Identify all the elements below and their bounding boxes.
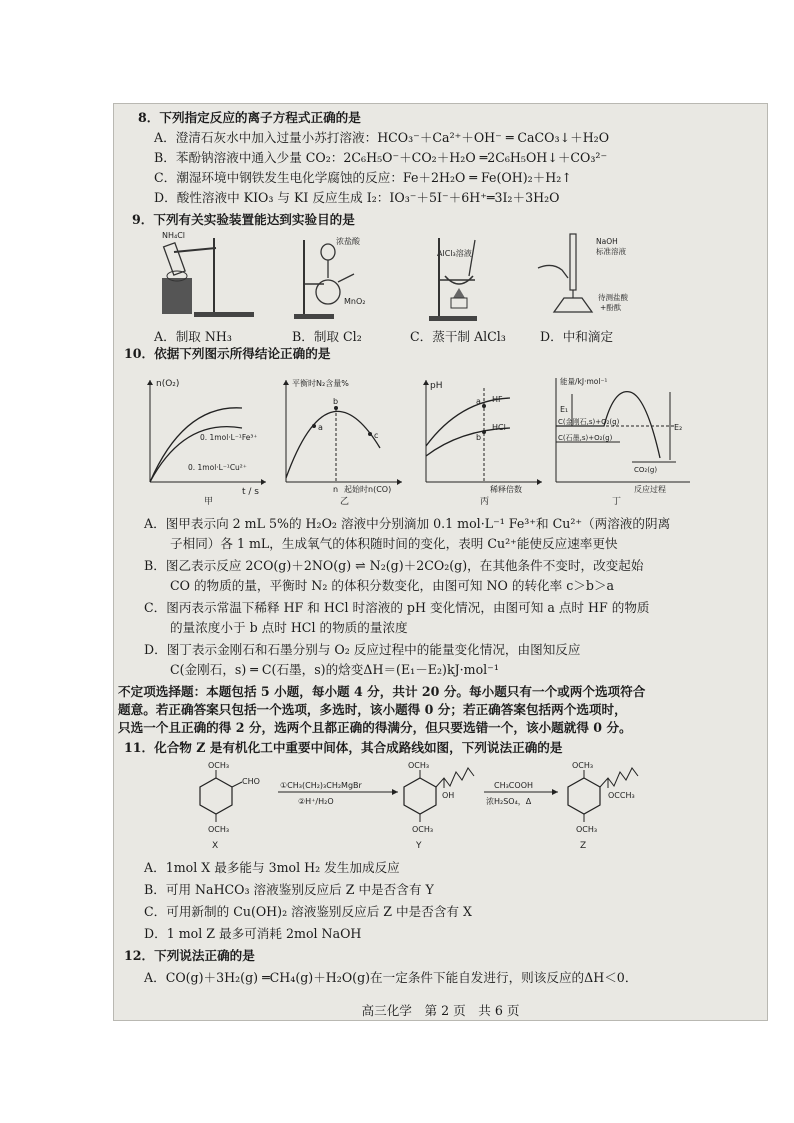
svg-text:浓H₂SO₄，Δ: 浓H₂SO₄，Δ <box>486 797 532 806</box>
q10-option-c-line2: 的量浓度小于 b 点时 HCl 的物质的量浓度 <box>170 620 408 635</box>
svg-text:OCH₃: OCH₃ <box>408 761 430 770</box>
svg-text:c: c <box>374 431 379 440</box>
svg-text:0. 1mol·L⁻¹Fe³⁺: 0. 1mol·L⁻¹Fe³⁺ <box>200 433 258 442</box>
q9-option-c: C．蒸干制 AlCl₃ <box>410 329 506 344</box>
q8-stem: 8．下列指定反应的离子方程式正确的是 <box>138 110 361 125</box>
q12-option-a: A．CO(g)＋3H₂(g) ═CH₄(g)＋H₂O(g)在一定条件下能自发进行，则该反应的ΔH＜0． <box>144 970 638 985</box>
svg-text:OCH₃: OCH₃ <box>572 761 594 770</box>
q9-option-b: B．制取 Cl₂ <box>292 329 362 344</box>
q10-option-c-line1: C．图丙表示常温下稀释 HF 和 HCl 时溶液的 pH 变化情况，由图可知 a 点时 HF 的物质 <box>144 600 650 615</box>
svg-text:反应过程: 反应过程 <box>634 485 666 494</box>
section-instructions-line1: 不定项选择题：本题包括 5 小题，每小题 4 分，共计 20 分。每小题只有一个或两个选项符合 <box>118 684 646 699</box>
svg-text:丁: 丁 <box>612 497 622 506</box>
q9-option-a: A．制取 NH₃ <box>154 329 232 344</box>
q10-option-b-line2: CO 的物质的量，平衡时 N₂ 的体积分数变化，由图可知 NO 的转化率 c＞b＞a <box>170 578 615 593</box>
svg-text:NH₄Cl: NH₄Cl <box>162 231 186 240</box>
q11-synthesis-scheme <box>168 758 728 852</box>
svg-text:浓盐酸: 浓盐酸 <box>336 237 360 246</box>
svg-text:C(金刚石,s)+O₂(g): C(金刚石,s)+O₂(g) <box>558 418 620 426</box>
graph-yi <box>280 368 408 506</box>
svg-text:AlCl₃溶液: AlCl₃溶液 <box>437 249 472 258</box>
graph-jia <box>144 368 272 506</box>
q11-option-b: B．可用 NaHCO₃ 溶液鉴别反应后 Z 中是否含有 Y <box>144 882 434 897</box>
q9-stem: 9．下列有关实验装置能达到实验目的是 <box>132 212 355 227</box>
svg-text:0. 1mol·L⁻¹Cu²⁺: 0. 1mol·L⁻¹Cu²⁺ <box>188 463 247 472</box>
svg-text:b: b <box>476 433 482 442</box>
apparatus-d <box>534 232 646 322</box>
graph-bing <box>420 368 548 506</box>
svg-text:OCH₃: OCH₃ <box>412 825 434 834</box>
svg-text:OCCH₃: OCCH₃ <box>608 791 635 800</box>
q11-option-c: C．可用新制的 Cu(OH)₂ 溶液鉴别反应后 Z 中是否含有 X <box>144 904 472 919</box>
svg-text:OCH₃: OCH₃ <box>208 761 230 770</box>
svg-text:甲: 甲 <box>204 497 214 506</box>
svg-text:CH₃COOH: CH₃COOH <box>494 781 534 790</box>
svg-text:t / s: t / s <box>242 487 259 497</box>
q10-option-a-line2: 子相同）各 1 mL，生成氧气的体积随时间的变化，表明 Cu²⁺能使反应速率更快 <box>170 536 618 551</box>
svg-text:pH: pH <box>430 381 443 391</box>
svg-text:E₁: E₁ <box>560 405 569 414</box>
svg-text:a: a <box>476 397 481 406</box>
svg-text:起始时n(CO): 起始时n(CO) <box>344 485 392 494</box>
page-footer: 高三化学 第 2 页 共 6 页 <box>361 1003 520 1018</box>
svg-text:OH: OH <box>442 791 455 800</box>
svg-text:+酚酞: +酚酞 <box>600 303 622 312</box>
apparatus-a <box>154 228 264 320</box>
apparatus-b <box>292 232 382 320</box>
svg-text:②H⁺/H₂O: ②H⁺/H₂O <box>298 797 334 806</box>
q8-option-d: D．酸性溶液中 KIO₃ 与 KI 反应生成 I₂：IO₃⁻＋5I⁻＋6H⁺═3I₂＋3H₂O <box>154 190 560 205</box>
svg-text:能量/kJ·mol⁻¹: 能量/kJ·mol⁻¹ <box>560 377 608 386</box>
svg-text:n(O₂): n(O₂) <box>156 379 180 389</box>
svg-text:Y: Y <box>416 841 422 851</box>
q10-option-b-line1: B．图乙表示反应 2CO(g)＋2NO(g) ⇌ N₂(g)＋2CO₂(g)，在其他条件不变时，改变起始 <box>144 558 644 573</box>
svg-text:CHO: CHO <box>242 777 260 786</box>
section-instructions-line3: 只选一个且正确的得 2 分，选两个且都正确的得满分，但只要选错一个，该小题就得 0 分。 <box>118 720 632 735</box>
svg-text:NaOH: NaOH <box>596 237 618 246</box>
q10-option-a-line1: A．图甲表示向 2 mL 5%的 H₂O₂ 溶液中分别滴加 0.1 mol·L⁻¹ Fe³⁺和 Cu²⁺（两溶液的阴离 <box>144 516 671 531</box>
svg-text:乙: 乙 <box>340 497 350 506</box>
q8-option-c: C．潮湿环境中钢铁发生电化学腐蚀的反应：Fe＋2H₂O ═ Fe(OH)₂＋H₂↑ <box>154 170 572 185</box>
svg-text:稀释倍数: 稀释倍数 <box>490 485 522 494</box>
q11-option-a: A．1mol X 最多能与 3mol H₂ 发生加成反应 <box>144 860 400 875</box>
q10-option-d-line1: D．图丁表示金刚石和石墨分别与 O₂ 反应过程中的能量变化情况，由图知反应 <box>144 642 581 657</box>
q11-option-d: D．1 mol Z 最多可消耗 2mol NaOH <box>144 926 362 941</box>
q10-option-d-line2: C(金刚石，s) ═ C(石墨，s)的焓变ΔH＝(E₁－E₂)kJ·mol⁻¹ <box>170 662 499 677</box>
svg-text:E₂: E₂ <box>674 423 683 432</box>
q8-option-a: A．澄清石灰水中加入过量小苏打溶液：HCO₃⁻＋Ca²⁺＋OH⁻ ═ CaCO₃↓＋H₂O <box>154 130 610 145</box>
apparatus-c <box>429 232 509 322</box>
graph-ding <box>550 368 694 506</box>
q9-option-d: D．中和滴定 <box>540 329 614 344</box>
svg-text:a: a <box>318 423 323 432</box>
svg-text:b: b <box>333 397 339 406</box>
q10-stem: 10．依据下列图示所得结论正确的是 <box>124 346 331 361</box>
svg-text:待测盐酸: 待测盐酸 <box>598 293 628 302</box>
q12-stem: 12．下列说法正确的是 <box>124 948 255 963</box>
section-instructions-line2: 题意。若正确答案只包括一个选项，多选时，该小题得 0 分；若正确答案包括两个选项时， <box>118 702 627 717</box>
svg-text:HF: HF <box>492 395 503 404</box>
svg-text:C(石墨,s)+O₂(g): C(石墨,s)+O₂(g) <box>558 434 613 442</box>
svg-text:n: n <box>333 485 339 494</box>
svg-text:OCH₃: OCH₃ <box>576 825 598 834</box>
svg-text:①CH₃(CH₂)₃CH₂MgBr: ①CH₃(CH₂)₃CH₂MgBr <box>280 781 362 790</box>
q11-stem: 11．化合物 Z 是有机化工中重要中间体，其合成路线如图，下列说法正确的是 <box>124 740 563 755</box>
svg-text:平衡时N₂含量%: 平衡时N₂含量% <box>292 379 349 388</box>
svg-text:丙: 丙 <box>480 497 490 506</box>
exam-page <box>113 103 768 1021</box>
svg-text:OCH₃: OCH₃ <box>208 825 230 834</box>
svg-text:CO₂(g): CO₂(g) <box>634 466 658 474</box>
svg-text:MnO₂: MnO₂ <box>344 297 366 306</box>
svg-text:标准溶液: 标准溶液 <box>596 247 626 256</box>
svg-text:HCl: HCl <box>492 423 506 432</box>
svg-text:X: X <box>212 841 219 851</box>
q8-option-b: B．苯酚钠溶液中通入少量 CO₂：2C₆H₅O⁻＋CO₂＋H₂O ═2C₆H₅OH↓＋CO₃²⁻ <box>154 150 608 165</box>
svg-text:Z: Z <box>580 841 587 851</box>
